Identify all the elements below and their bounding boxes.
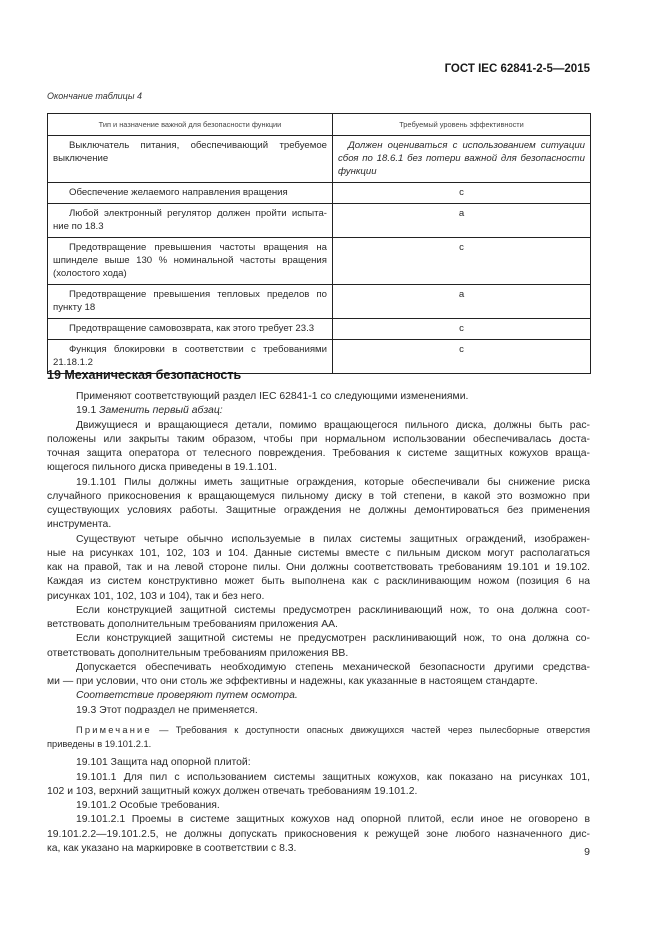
level-cell: Должен оцениваться с использованием ситуации сбоя по 18.6.1 без потери важной для безопасности функции — [333, 136, 591, 183]
text-line: положены или закрыты таким образом, чтобы при нормальном использовании обеспечивалась доста- — [47, 433, 590, 445]
section-heading: 19 Механическая безопасность — [47, 368, 242, 382]
text-line: 19.101 Защита над опорной плитой: — [76, 757, 251, 769]
level-cell: c — [333, 183, 591, 204]
text-line: 19.1.101 Пилы должны иметь защитные ограждения, которые обеспечивали бы снижение риска — [76, 476, 590, 488]
text-line: случайного прикосновения к вращающемуся пильному диску в той степени, в какой это возможно при — [47, 490, 590, 502]
safety-functions-table — [47, 113, 591, 374]
text-line: 19.101.1 Для пил с использованием системы защитных кожухов, как показано на рисунках 101, — [76, 771, 590, 783]
text-line: Допускается обеспечивать необходимую степень механической безопасности другими средства- — [76, 661, 590, 673]
text-line: Применяют соответствующий раздел IEC 62841-1 со следующими изменениями. — [76, 391, 469, 402]
table-row — [48, 136, 591, 183]
column-header-level: Требуемый уровень эффективности — [333, 114, 591, 136]
paragraph — [47, 476, 590, 533]
text-line: Если конструкцией защитной системы предусмотрен расклинивающий нож, то она должна соот- — [76, 604, 590, 616]
text-line: ветствовать дополнительным требованиям приложения АА. — [47, 619, 338, 630]
text-line: существующих условиях работы. Защитные ограждения не должны демонтироваться без применения — [47, 505, 590, 516]
paragraph — [47, 390, 590, 404]
text-line: ные на рисунках 101, 102, 103 и 104. Данные системы вместе с пильным диском могут располагаться — [47, 547, 590, 559]
note-label: Примечание — [76, 724, 152, 735]
text-line: ка, как указано на маркировке в соответствии с 8.3. — [47, 842, 297, 854]
text-line: ющегося пильного диска приведены в 19.1.101. — [47, 462, 278, 474]
text-line: Если конструкцией защитной системы не предусмотрен расклинивающий нож, то она должна со- — [76, 633, 590, 645]
paragraph — [47, 704, 590, 718]
clause-number: 19.1 — [76, 405, 100, 417]
level-cell: c — [333, 319, 591, 340]
level-cell: c — [333, 340, 591, 374]
table-row — [48, 204, 591, 238]
text-line: инструмента. — [47, 519, 112, 531]
text-line: Существуют четыре обычно используемые в пилах системы защитных ограждений, изображен- — [76, 533, 590, 545]
text-line: приведены в 19.101.2.1. — [47, 739, 152, 749]
page-number: 9 — [584, 846, 590, 858]
function-cell: Предотвращение превышения частоты вращения на шпинделе выше 130 % номинальной частоты вращения (холостого хода) — [48, 238, 333, 285]
paragraph — [47, 533, 590, 604]
text-line: 19.101.2 Особые требования. — [76, 800, 220, 811]
text-line: точная защита оператора от телесного повреждения. Требования к системе защитных кожухов враща- — [47, 448, 590, 459]
table-row — [48, 285, 591, 319]
text-line: как на правой, так и на левой стороне пилы. Они должны соответствовать требованиям 19.101 и 19.102. — [47, 562, 590, 573]
table-row — [48, 183, 591, 204]
function-cell: Функция блокировки в соответствии с требованиями 21.18.1.2 — [48, 340, 333, 374]
table-row — [48, 319, 591, 340]
paragraph — [47, 771, 590, 800]
note-text: — Требования к доступности опасных движущихся частей через пылесборные отверстия — [151, 724, 590, 735]
text-line: рисунках 101, 102, 103 и 104), так и без него. — [47, 590, 265, 602]
function-cell: Обеспечение желаемого направления вращения — [48, 183, 333, 204]
function-cell: Выключатель питания, обеспечивающий требуемое выключение — [48, 136, 333, 183]
paragraph — [47, 723, 590, 752]
level-cell: a — [333, 204, 591, 238]
text-line: 19.3 Этот подраздел не применяется. — [76, 704, 258, 716]
paragraph — [47, 661, 590, 690]
text-line — [47, 723, 590, 737]
text-line: Движущиеся и вращающиеся детали, помимо вращающегося пильного диска, должны быть рас- — [76, 419, 590, 431]
paragraph — [47, 404, 590, 418]
function-cell: Предотвращение самовозврата, как этого требует 23.3 — [48, 319, 333, 340]
table-header-row — [48, 114, 591, 136]
instruction-text: Заменить первый абзац: — [99, 405, 223, 417]
table-row — [48, 238, 591, 285]
level-cell: a — [333, 285, 591, 319]
paragraph — [47, 632, 590, 661]
text-line: 102 и 103, верхний защитный кожух должен отвечать требованиям 19.101.2. — [47, 785, 418, 797]
paragraph — [47, 604, 590, 633]
text-line: Каждая из систем конструктивно может быть выполнена как с расклинивающим ножом (позиция 6 на — [47, 576, 590, 588]
function-cell: Любой электронный регулятор должен пройти испыта-ние по 18.3 — [48, 204, 333, 238]
paragraph — [47, 756, 590, 770]
paragraph — [47, 419, 590, 476]
document-id-header: ГОСТ IEC 62841-2-5—2015 — [444, 63, 590, 75]
text-line: ответствовать дополнительным требованиям приложения ВВ. — [47, 647, 349, 659]
text-line: Соответствие проверяют путем осмотра. — [76, 690, 298, 702]
text-line: 19.101.2.1 Проемы в системе защитных кожухов над опорной плитой, если иное не оговорено в — [76, 814, 590, 826]
text-line: ми — при условии, что они столь же эффективны и надежны, как указанные в настоящем стандарте. — [47, 676, 538, 687]
section-body — [47, 390, 590, 856]
text-line — [47, 404, 590, 418]
column-header-function: Тип и назначение важной для безопасности функции — [48, 114, 333, 136]
level-cell: c — [333, 238, 591, 285]
text-line: 19.101.2.2—19.101.2.5, не должны допускать прикосновения к режущей зоне любого назначенного дис- — [47, 828, 590, 840]
paragraph — [47, 689, 590, 703]
paragraph — [47, 813, 590, 856]
paragraph — [47, 799, 590, 813]
table-caption: Окончание таблицы 4 — [47, 91, 142, 101]
function-cell: Предотвращение превышения тепловых пределов по пункту 18 — [48, 285, 333, 319]
